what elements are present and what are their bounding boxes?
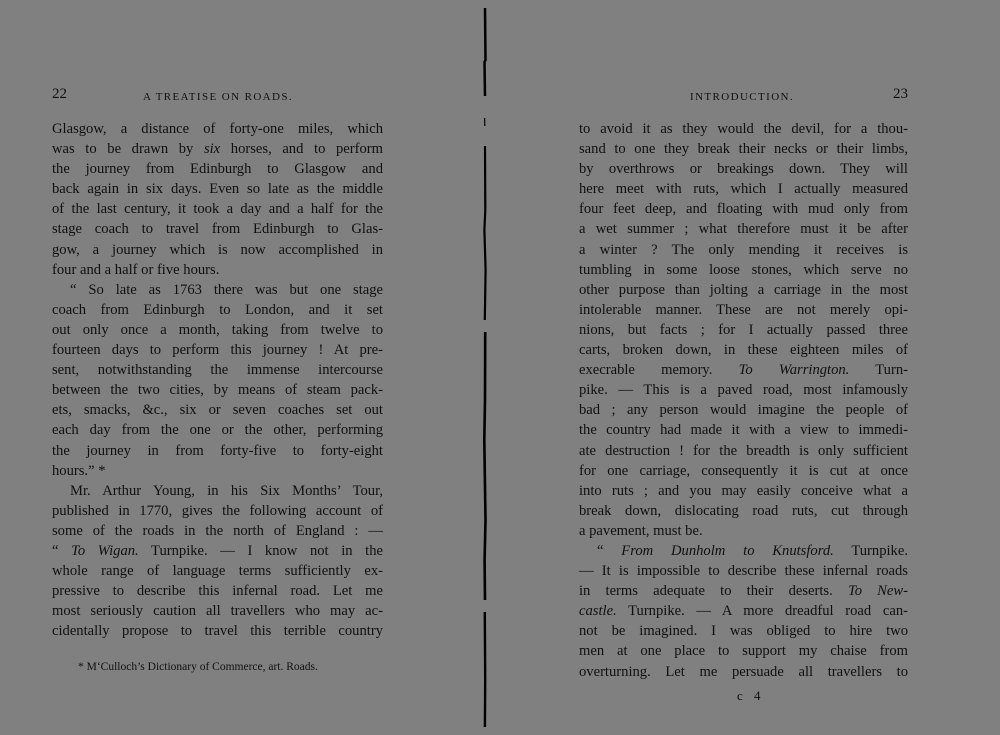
line-text: the journey from Edinburgh to Glasgow and — [52, 161, 383, 178]
line-text: each day from the one or the other, performing — [52, 422, 383, 439]
line-text: back again in six days. Even so late as the middle — [52, 181, 383, 198]
text-line — [579, 662, 908, 682]
text-line — [579, 300, 908, 320]
line-text: between the two cities, by means of steam pack- — [52, 382, 383, 399]
text-line — [579, 601, 908, 621]
line-text: published in 1770, gives the following account of — [52, 502, 383, 519]
text-line — [52, 481, 383, 501]
text-line — [579, 119, 908, 139]
text-line — [52, 260, 383, 280]
text-line — [52, 400, 383, 420]
line-text: sand to one they break their necks or their limbs, — [579, 141, 908, 158]
left-body-text — [52, 119, 383, 641]
left-running-head — [52, 88, 386, 106]
line-text: some of the roads in the north of England : — — [52, 522, 383, 539]
line-italic-text: castle. — [579, 603, 617, 620]
text-line — [52, 300, 383, 320]
line-text: “ — [52, 542, 72, 559]
text-line — [579, 641, 908, 661]
text-line — [52, 119, 383, 139]
line-text: overturning. Let me persuade all travellers to — [579, 663, 908, 680]
line-text: of the last century, it took a day and a half for the — [52, 201, 383, 218]
text-line — [52, 601, 383, 621]
text-line — [579, 441, 908, 461]
right-page — [488, 0, 1000, 735]
line-text: was to be drawn by — [52, 141, 204, 158]
text-line — [579, 360, 908, 380]
text-line — [579, 240, 908, 260]
text-line — [579, 340, 908, 360]
line-text: fourteen days to perform this journey ! At pre- — [52, 342, 383, 359]
line-text: cidentally propose to travel this terrible country — [52, 623, 383, 640]
line-text: — It is impossible to describe these infernal roads — [579, 563, 908, 580]
text-line — [579, 179, 908, 199]
text-line — [52, 501, 383, 521]
line-text: here meet with ruts, which I actually measured — [579, 181, 908, 198]
text-line — [579, 501, 908, 521]
signature-mark: c 4 — [737, 688, 765, 703]
text-line — [52, 320, 383, 340]
text-line — [52, 139, 383, 159]
line-text: out only once a month, taking from twelve to — [52, 321, 383, 338]
text-line — [579, 420, 908, 440]
line-text: ets, smacks, &c., six or seven coaches set out — [52, 402, 383, 419]
line-text: Glasgow, a distance of forty-one miles, which — [52, 121, 383, 137]
text-line — [579, 380, 908, 400]
text-line — [579, 481, 908, 501]
text-line — [52, 159, 383, 179]
line-italic-text: six — [203, 141, 221, 158]
text-line — [52, 340, 383, 360]
text-line — [579, 541, 908, 561]
line-text: tumbling in some loose stones, which serve no — [579, 261, 908, 278]
right-running-title: INTRODUCTION. — [690, 91, 795, 103]
line-text: a wet summer ; what therefore must it be after — [579, 221, 908, 238]
line-text: bad ; any person would imagine the people of — [579, 402, 908, 419]
left-page — [0, 0, 488, 735]
line-text: the country had made it with a view to immedi- — [579, 422, 908, 439]
line-text: four and a half or five hours. — [52, 261, 220, 278]
text-line — [52, 581, 383, 601]
line-text: Turnpike. — A more dreadful road can- — [616, 603, 908, 620]
line-text: not be imagined. I was obliged to hire two — [579, 623, 908, 640]
line-text: into ruts ; and you may easily conceive what a — [579, 482, 908, 499]
line-text: a pavement, must be. — [579, 522, 703, 539]
text-line — [579, 400, 908, 420]
line-italic-text: From Dunholm to Knutsford. — [621, 542, 834, 559]
line-italic-text: To Warrington. — [738, 362, 850, 379]
text-line — [579, 280, 908, 300]
right-running-head — [690, 88, 908, 106]
text-line — [579, 159, 908, 179]
text-line — [52, 219, 383, 239]
line-text: ate destruction ! for the breadth is only sufficient — [579, 442, 908, 459]
line-text: coach from Edinburgh to London, and it set — [52, 301, 383, 318]
text-line — [52, 441, 383, 461]
line-text: Turnpike. — I know not in the — [138, 542, 383, 559]
line-text: gow, a journey which is now accomplished in — [52, 241, 383, 258]
text-line — [579, 621, 908, 641]
line-text: “ So late as 1763 there was but one stage — [70, 281, 383, 298]
text-line — [52, 541, 383, 561]
text-line — [52, 199, 383, 219]
line-text: to avoid it as they would the devil, for a thou- — [579, 121, 908, 137]
text-line — [52, 521, 383, 541]
line-text: horses, and to perform — [220, 141, 383, 158]
line-text: sent, notwithstanding the immense intercourse — [52, 362, 383, 379]
line-italic-text: To Wigan. — [71, 542, 139, 559]
text-line — [52, 420, 383, 440]
line-italic-text: To New- — [847, 583, 908, 600]
line-text: nions, but facts ; for I actually passed three — [579, 321, 908, 338]
text-line — [579, 219, 908, 239]
text-line — [579, 521, 908, 541]
line-text: break down, dislocating road ruts, cut through — [579, 502, 908, 519]
text-line — [579, 199, 908, 219]
line-text: hours.” * — [52, 462, 106, 479]
text-line — [52, 280, 383, 300]
line-text: men at one place to support my chaise from — [579, 643, 908, 660]
line-text: four feet deep, and floating with mud only from — [579, 201, 908, 218]
line-text: in terms adequate to their deserts. — [579, 583, 848, 600]
left-running-title: A TREATISE ON ROADS. — [143, 91, 294, 103]
line-text: by overthrows or breakings down. They will — [579, 161, 908, 178]
line-text: “ — [597, 542, 622, 559]
text-line — [52, 461, 383, 481]
line-text: pressive to describe this infernal road. Let me — [52, 583, 383, 600]
line-text: Mr. Arthur Young, in his Six Months’ Tour, — [70, 482, 383, 499]
line-text: Turnpike. — [833, 542, 908, 559]
text-line — [579, 561, 908, 581]
line-text: stage coach to travel from Edinburgh to Glas- — [52, 221, 383, 238]
text-line — [579, 320, 908, 340]
line-text: the journey in from forty-five to forty-eight — [52, 442, 383, 459]
text-line — [579, 260, 908, 280]
line-text: intolerable manner. These are not merely opi- — [579, 301, 908, 318]
text-line — [52, 561, 383, 581]
text-line — [579, 139, 908, 159]
text-line — [52, 380, 383, 400]
text-line — [52, 179, 383, 199]
right-body-text — [579, 119, 908, 682]
line-text: whole range of language terms sufficiently ex- — [52, 563, 383, 580]
text-line — [52, 621, 383, 641]
line-text: carts, broken down, in these eighteen miles of — [579, 342, 908, 359]
line-text: for one carriage, consequently it is cut at once — [579, 462, 908, 479]
line-text: Turn- — [849, 362, 908, 379]
right-page-number: 23 — [893, 86, 908, 102]
line-text: pike. — This is a paved road, most infamously — [579, 382, 908, 399]
left-footnote: * M‘Culloch’s Dictionary of Commerce, art. Roads. — [78, 661, 318, 673]
line-text: other purpose than jolting a carriage in the most — [579, 281, 908, 298]
left-page-number: 22 — [52, 86, 67, 102]
line-text: most seriously caution all travellers who may ac- — [52, 603, 383, 620]
text-line — [579, 581, 908, 601]
line-text: execrable memory. — [579, 362, 739, 379]
text-line — [52, 360, 383, 380]
text-line — [579, 461, 908, 481]
text-line — [52, 240, 383, 260]
line-text: a winter ? The only mending it receives is — [579, 241, 908, 258]
